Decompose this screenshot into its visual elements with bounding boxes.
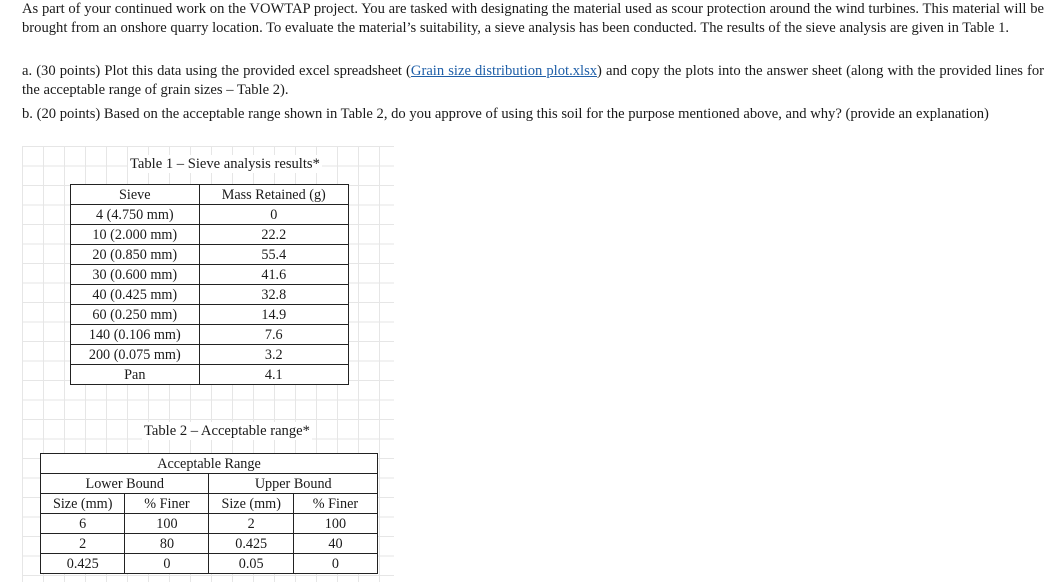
mass-cell: 3.2 <box>199 345 348 365</box>
upper-finer-cell: 100 <box>293 514 377 534</box>
sieve-cell: 140 (0.106 mm) <box>71 325 200 345</box>
mass-retained-header: Mass Retained (g) <box>199 185 348 205</box>
table-row <box>71 345 349 365</box>
sieve-cell: 20 (0.850 mm) <box>71 245 200 265</box>
acceptable-range-title: Acceptable Range <box>41 454 378 474</box>
table-row <box>71 325 349 345</box>
table2-caption: Table 2 – Acceptable range* <box>144 423 310 439</box>
table-row <box>71 285 349 305</box>
sieve-analysis-table <box>70 184 349 385</box>
upper-size-cell: 2 <box>209 514 293 534</box>
mass-cell: 22.2 <box>199 225 348 245</box>
upper-bound-header: Upper Bound <box>254 475 332 492</box>
acceptable-range-table <box>40 453 378 574</box>
sieve-cell: Pan <box>71 365 200 385</box>
mass-cell: 0 <box>199 205 348 225</box>
lower-finer-cell: 100 <box>125 514 209 534</box>
lower-size-cell: 6 <box>41 514 125 534</box>
lower-size-cell: 0.425 <box>41 554 125 574</box>
table-row <box>71 305 349 325</box>
upper-size-header: Size (mm) <box>209 494 293 514</box>
part-a-text-start: a. (30 points) Plot this data using the provided excel spreadsheet ( <box>22 63 411 79</box>
bounds-header-row <box>41 474 378 494</box>
lower-size-header: Size (mm) <box>41 494 125 514</box>
mass-cell: 32.8 <box>199 285 348 305</box>
lower-finer-header: % Finer <box>125 494 209 514</box>
mass-cell: 55.4 <box>199 245 348 265</box>
lower-bound-header: Lower Bound <box>41 474 209 494</box>
table-header-row <box>71 185 349 205</box>
part-b-paragraph: b. (20 points) Based on the acceptable range shown in Table 2, do you approve of using this soil for the purpose mentioned above, and why? (provide an explanation) <box>22 106 989 122</box>
table-row <box>41 514 378 534</box>
mass-cell: 7.6 <box>199 325 348 345</box>
table-row <box>41 554 378 574</box>
sieve-cell: 10 (2.000 mm) <box>71 225 200 245</box>
sieve-cell: 30 (0.600 mm) <box>71 265 200 285</box>
sieve-cell: 200 (0.075 mm) <box>71 345 200 365</box>
mass-cell: 41.6 <box>199 265 348 285</box>
table-row <box>71 245 349 265</box>
sieve-cell: 40 (0.425 mm) <box>71 285 200 305</box>
table-row <box>71 365 349 385</box>
table-row <box>71 225 349 245</box>
table-title-row <box>41 454 378 474</box>
part-a-text-end: ) and copy the plots into the answer sheet (along with the provided lines for the acceptable range of grain sizes – Table 2). <box>22 63 1044 98</box>
table-row <box>71 205 349 225</box>
upper-finer-cell: 40 <box>293 534 377 554</box>
spreadsheet-link[interactable]: Grain size distribution plot.xlsx <box>410 63 598 79</box>
table-row <box>71 265 349 285</box>
sieve-cell: 60 (0.250 mm) <box>71 305 200 325</box>
upper-finer-header: % Finer <box>293 494 377 514</box>
upper-finer-cell: 0 <box>293 554 377 574</box>
part-a-paragraph <box>22 62 1044 100</box>
mass-cell: 14.9 <box>199 305 348 325</box>
table-row <box>41 534 378 554</box>
mass-cell: 4.1 <box>264 366 283 383</box>
upper-size-cell: 0.425 <box>209 534 293 554</box>
lower-finer-cell: 80 <box>125 534 209 554</box>
lower-finer-cell: 0 <box>125 554 209 574</box>
table1-caption: Table 1 – Sieve analysis results* <box>130 156 320 172</box>
lower-size-cell: 2 <box>41 534 125 554</box>
upper-size-cell: 0.05 <box>209 554 293 574</box>
sieve-header: Sieve <box>71 185 200 205</box>
sieve-cell: 4 (4.750 mm) <box>71 205 200 225</box>
intro-paragraph: As part of your continued work on the VOWTAP project. You are tasked with designating the material used as scour protection around the wind turbines. This material will be brought from an onshore quarry location. To evaluate the material’s suitability, a sieve analysis has been conducted. The results of the sieve analysis are given in Table 1. <box>22 1 1044 36</box>
column-header-row <box>41 494 378 514</box>
